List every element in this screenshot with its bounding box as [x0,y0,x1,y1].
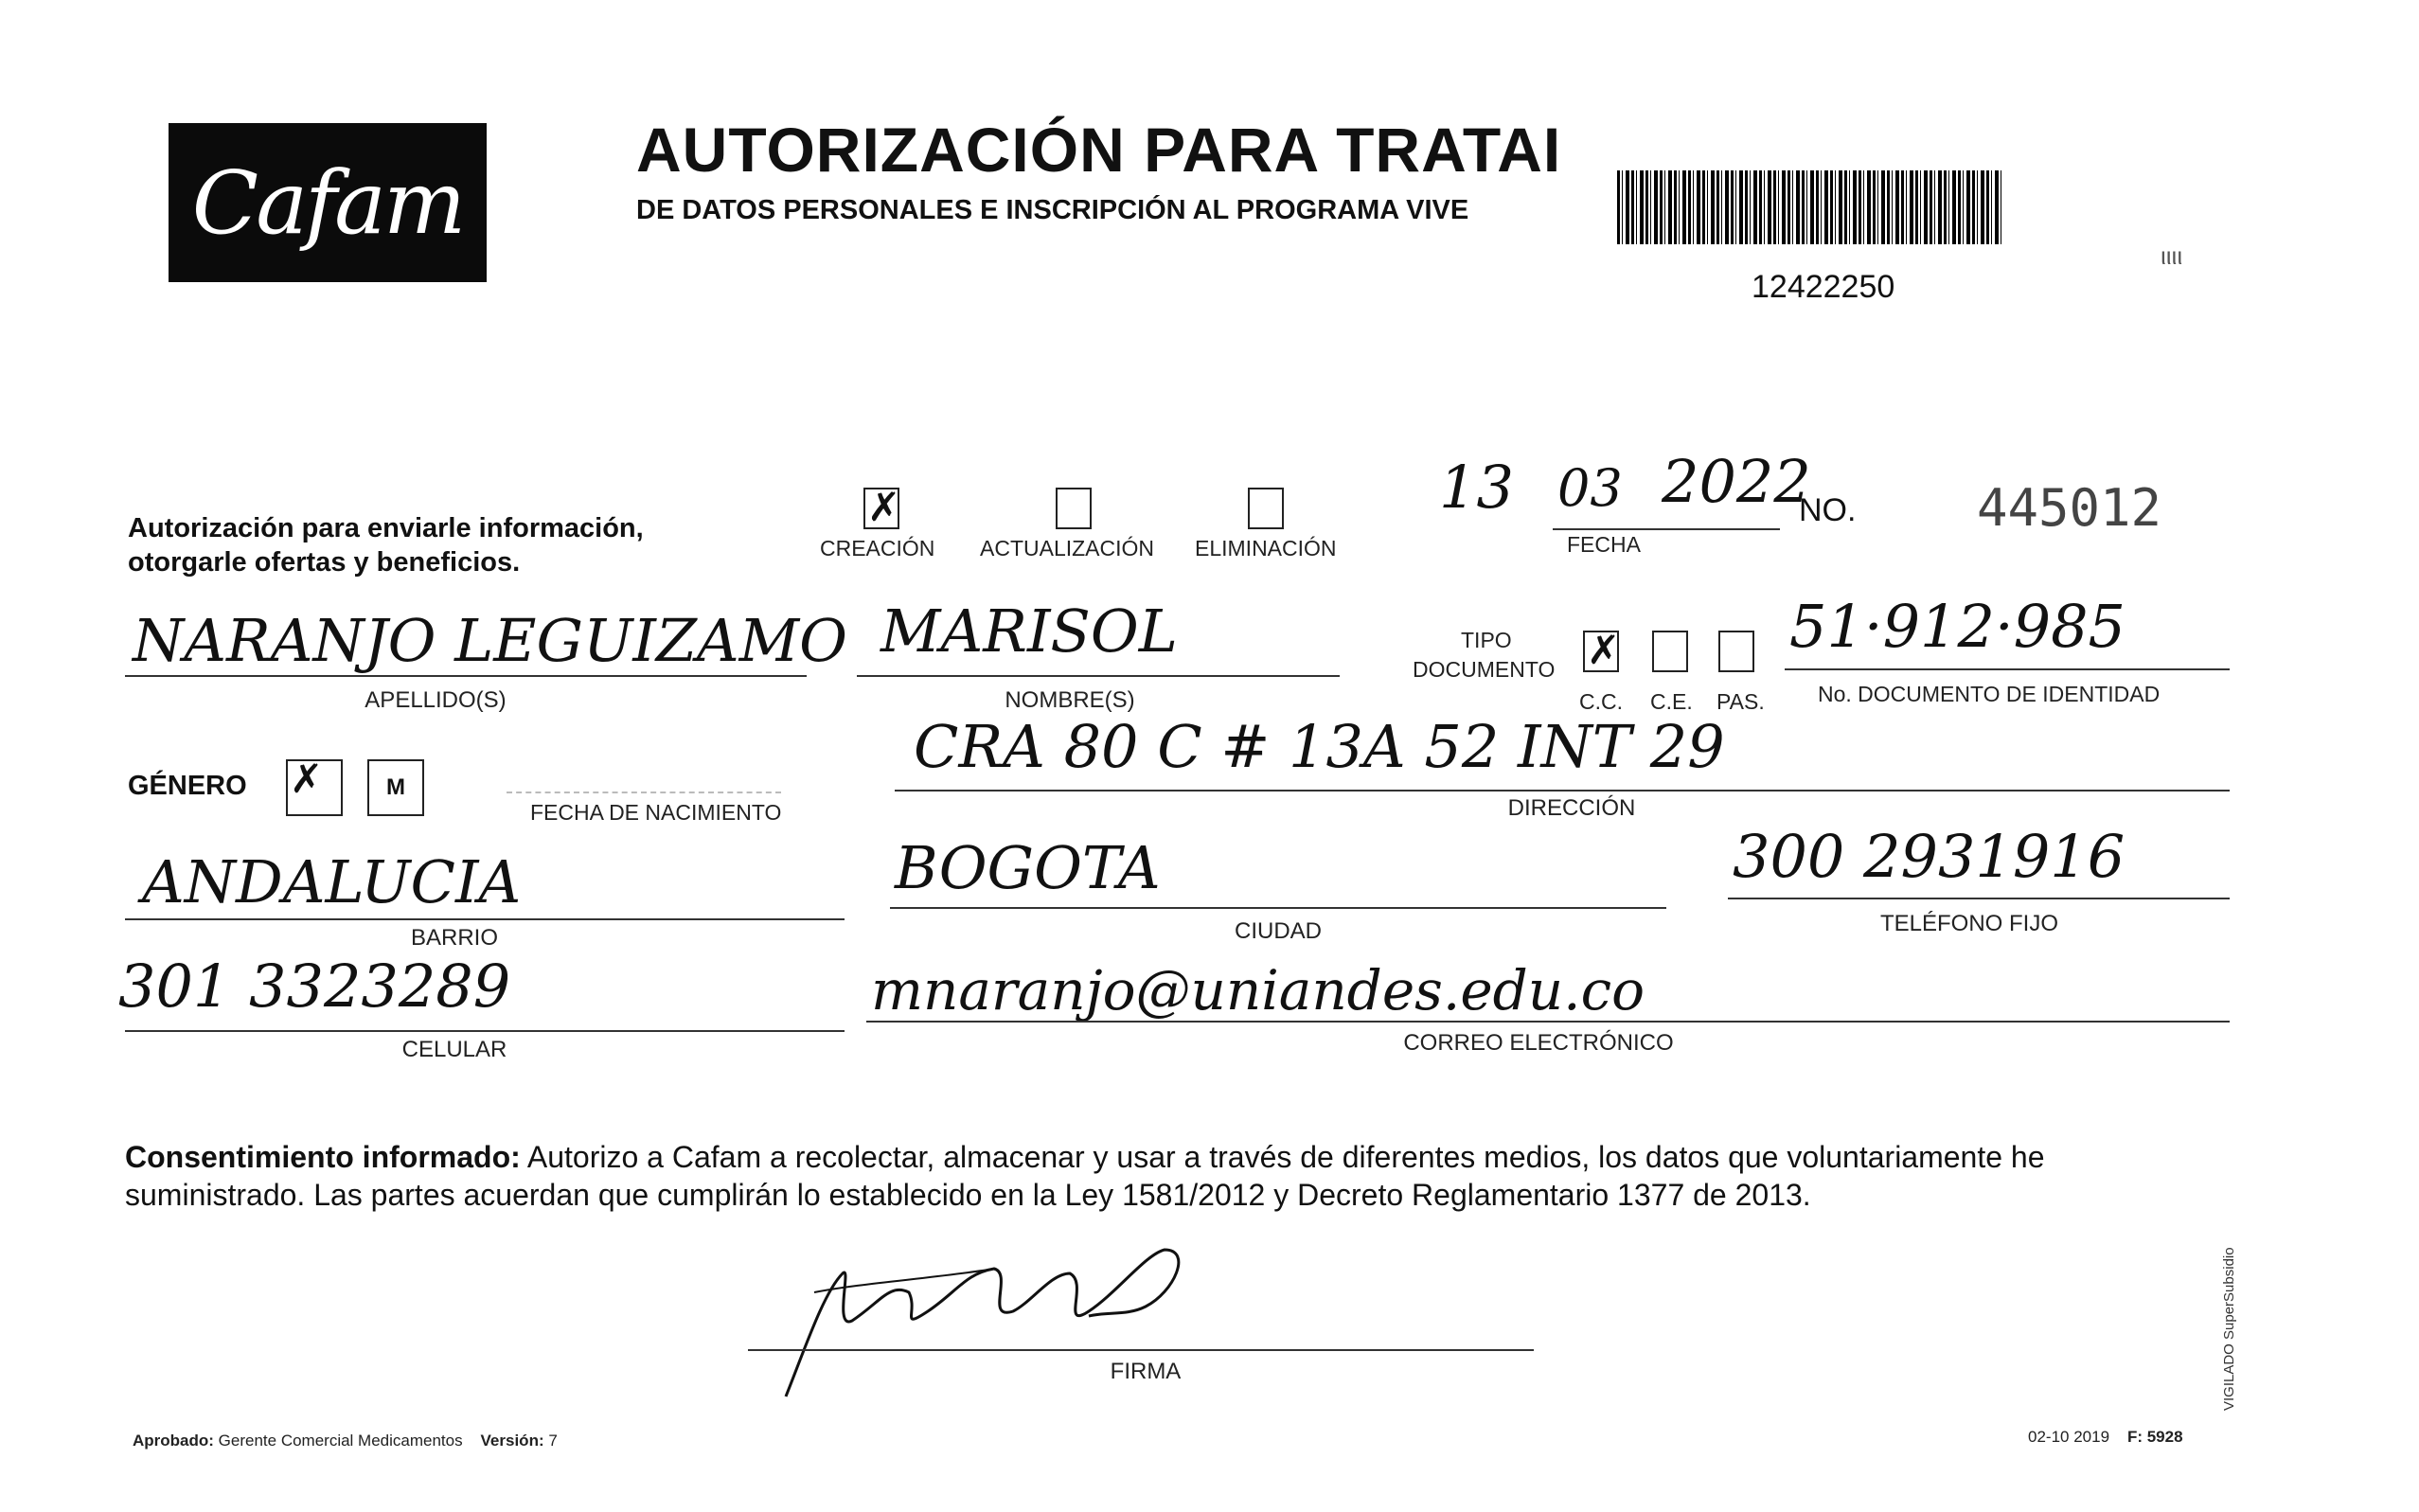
cafam-logo: Cafam [169,123,487,282]
celular-label: CELULAR [401,1037,507,1062]
tipo-label-1: TIPO [1461,628,1512,652]
pas-label: PAS. [1716,689,1765,714]
nombre-line [857,675,1340,677]
correo-value[interactable]: mnaranjo@uniandes.edu.co [871,958,1645,1023]
genero-label: GÉNERO [128,771,247,801]
date-month[interactable]: 03 [1557,458,1623,518]
no-label: NO. [1799,492,1857,528]
telefono-value[interactable]: 300 2931916 [1733,822,2126,891]
direccion-value[interactable]: CRA 80 C # 13A 52 INT 29 [914,712,1725,781]
eliminacion-label: ELIMINACIÓN [1195,536,1337,560]
form-subtitle: DE DATOS PERSONALES E INSCRIPCIÓN AL PROGRAMA VIVE [636,195,1469,225]
date-year[interactable]: 2022 [1662,447,1811,516]
tipo-label-2: DOCUMENTO [1413,657,1556,682]
nombre-label: NOMBRE(S) [1005,687,1135,713]
genero-f-checkbox[interactable] [286,759,343,816]
signature-label: FIRMA [1110,1359,1182,1384]
correo-label: CORREO ELECTRÓNICO [1403,1030,1674,1056]
form-number: 445012 [1977,478,2162,538]
aprobado-value: Gerente Comercial Medicamentos [218,1432,463,1450]
form-title: AUTORIZACIÓN PARA TRATAI [636,115,1562,185]
ce-checkbox[interactable] [1652,631,1688,672]
footer-codes [2028,1428,2183,1447]
genero-m-checkbox[interactable]: M [367,759,424,816]
direccion-label: DIRECCIÓN [1507,795,1636,821]
creacion-label: CREACIÓN [820,536,935,560]
consent-paragraph [125,1138,2222,1214]
form-code: F: 5928 [2126,1428,2183,1446]
telefono-label: TELÉFONO FIJO [1879,911,2058,936]
documento-line [1785,668,2230,670]
pas-checkbox[interactable] [1718,631,1754,672]
footer-approval [133,1432,558,1450]
date-code: 02-10 2019 [2028,1428,2110,1446]
fecha-nacimiento-label: FECHA DE NACIMIENTO [530,800,782,825]
telefono-line [1728,898,2230,899]
ciudad-label: CIUDAD [1234,918,1322,944]
version-label: Versión: [480,1432,544,1450]
documento-value[interactable]: 51·912·985 [1789,592,2126,661]
eliminacion-checkbox[interactable] [1248,488,1284,529]
aprobado-label: Aprobado: [133,1432,214,1450]
direccion-line [895,790,2230,792]
documento-label: No. DOCUMENTO DE IDENTIDAD [1818,682,2161,706]
corner-mark: ιιιι [2161,241,2183,270]
date-line [1553,528,1780,530]
apellido-label: APELLIDO(S) [365,687,507,713]
signature-line [748,1349,1534,1351]
ciudad-line [890,907,1666,909]
date-day[interactable]: 13 [1439,453,1514,522]
correo-line [866,1021,2230,1023]
signature-drawing [748,1236,1316,1406]
actualizacion-label: ACTUALIZACIÓN [980,536,1155,560]
ciudad-value[interactable]: BOGOTA [895,833,1161,902]
celular-value[interactable]: 301 3323289 [118,952,511,1021]
creacion-checkbox[interactable] [863,488,899,529]
ce-label: C.E. [1650,689,1693,714]
barrio-label: BARRIO [410,925,498,951]
fecha-nacimiento-line [507,792,781,793]
apellido-value[interactable]: NARANJO LEGUIZAMO [133,606,847,675]
consent-body: Autorizo a Cafam a recolectar, almacenar y usar a través de diferentes medios, los datos que voluntariamente he suministrado. Las partes acuerdan que cumplirán lo establecido en la Ley 1581/2012 y Decreto Reglamentario 1377 de 2013. [125,1140,2045,1212]
consent-heading: Consentimiento informado: [125,1140,521,1174]
barrio-value[interactable]: ANDALUCIA [142,847,522,916]
nombre-value[interactable]: MARISOL [880,596,1178,666]
cc-label: C.C. [1579,689,1623,714]
barrio-line [125,918,845,920]
celular-line [125,1030,845,1032]
vigilado-vertical-text: VIGILADO SuperSubsidio [2221,1247,2237,1411]
intro-text: Autorización para enviarle información, otorgarle ofertas y beneficios. [128,513,644,578]
apellido-line [125,675,807,677]
actualizacion-checkbox[interactable] [1056,488,1092,529]
cc-checkbox[interactable] [1583,631,1619,672]
date-label: FECHA [1567,532,1641,557]
barcode [1617,170,2001,244]
version-value: 7 [548,1432,558,1450]
barcode-number: 12422250 [1752,269,1895,305]
